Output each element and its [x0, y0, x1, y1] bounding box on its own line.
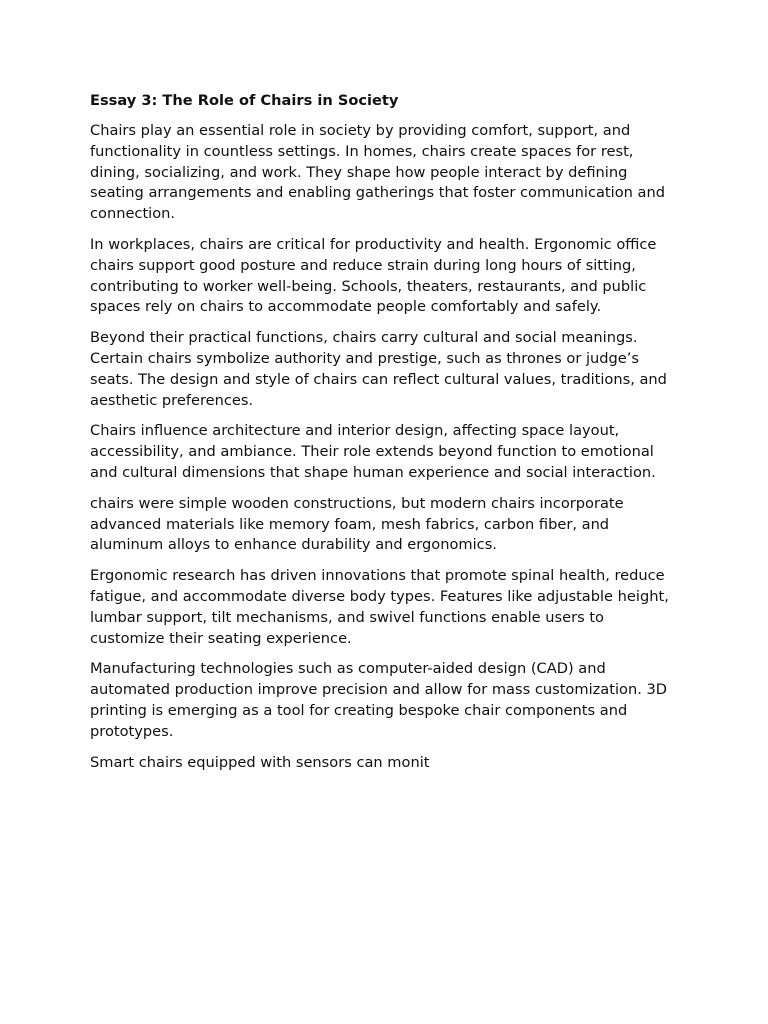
paragraph-workplaces: In workplaces, chairs are critical for productivity and health. Ergonomic office chairs support good posture and reduce strain during long hours of sitting, contributing to worker well-being. Schools, theaters, restaurants, and public spaces rely on chairs to accommodate people comfortably and safely.	[90, 235, 657, 316]
paragraph-architecture: Chairs influence architecture and interior design, affecting space layout, accessibility, and ambiance. Their role extends beyond function to emotional and cultural dimensions that shape human experience and social interaction.	[90, 422, 656, 481]
paragraph-manufacturing: Manufacturing technologies such as computer-aided design (CAD) and automated production improve precision and allow for mass customization. 3D printing is emerging as a tool for creating bespoke chair components and prototypes.	[90, 660, 667, 740]
paragraph-ergonomic-research: Ergonomic research has driven innovations that promote spinal health, reduce fatigue, and accommodate diverse body types. Features like adjustable height, lumbar support, tilt mechanisms, and swivel functions enable users to customize their seating experience.	[90, 567, 669, 647]
paragraph-materials: chairs were simple wooden constructions, but modern chairs incorporate advanced materials like memory foam, mesh fabrics, carbon fiber, and aluminum alloys to enhance durability and ergonomics.	[90, 494, 624, 554]
paragraph-cultural-meanings: Beyond their practical functions, chairs carry cultural and social meanings. Certain chairs symbolize authority and prestige, such as thrones or judge’s seats. The design and style of chairs can reflect cultural values, traditions, and aesthetic preferences.	[90, 329, 667, 409]
essay-title: Essay 3: The Role of Chairs in Society	[90, 92, 399, 109]
paragraph-smart-chairs: Smart chairs equipped with sensors can monit	[90, 753, 430, 771]
paragraph-social-role: Chairs play an essential role in society by providing comfort, support, and functionality in countless settings. In homes, chairs create spaces for rest, dining, socializing, and work. They shape how people interact by defining seating arrangements and enabling gatherings that foster communication and connection.	[90, 122, 665, 223]
